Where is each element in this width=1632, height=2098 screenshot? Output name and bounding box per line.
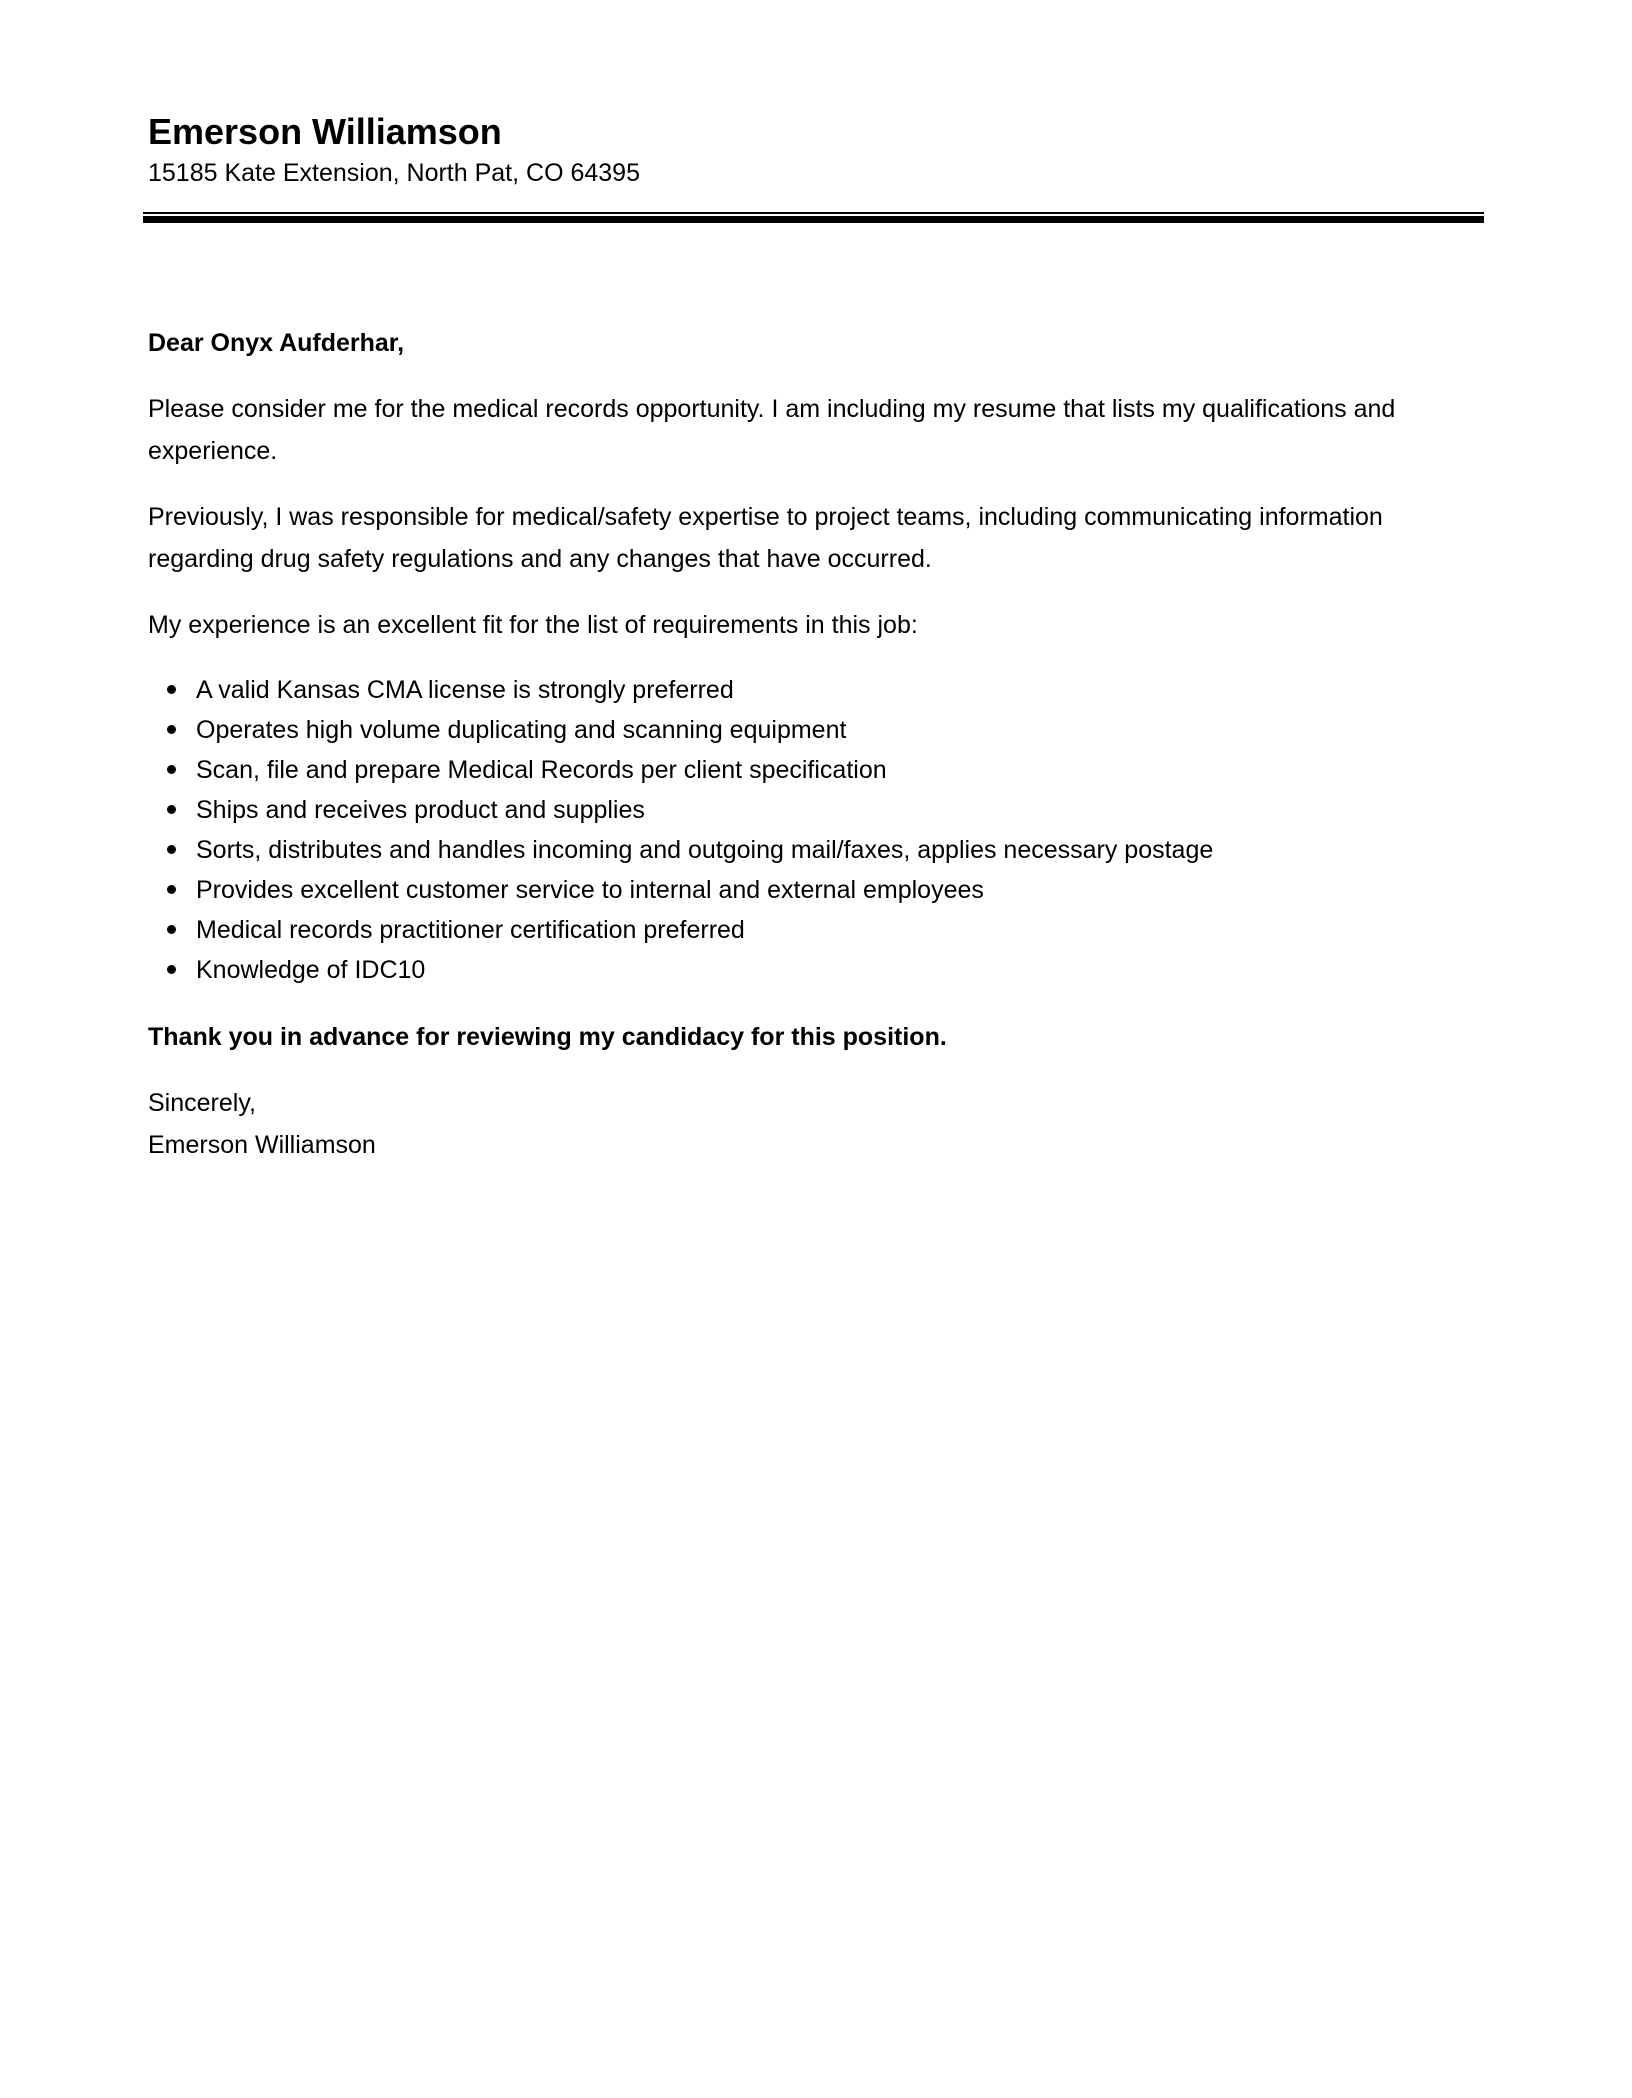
bullet-icon [167, 925, 176, 934]
bullet-icon [167, 965, 176, 974]
list-item [196, 750, 1448, 790]
signature-name: Emerson Williamson [148, 1131, 376, 1159]
valediction: Sincerely, [148, 1089, 256, 1117]
bullet-icon [167, 685, 176, 694]
signature-block [148, 1082, 1448, 1166]
list-item-text: A valid Kansas CMA license is strongly preferred [196, 676, 734, 704]
list-item-text: Knowledge of IDC10 [196, 956, 426, 984]
list-item [196, 870, 1448, 910]
letter-body [148, 322, 1448, 1166]
list-item [196, 670, 1448, 710]
bullet-icon [167, 885, 176, 894]
bullet-icon [167, 725, 176, 734]
list-item-text: Provides excellent customer service to internal and external employees [196, 876, 984, 904]
letterhead [148, 110, 640, 190]
list-item-text: Medical records practitioner certification preferred [196, 916, 745, 944]
list-item-text: Operates high volume duplicating and scanning equipment [196, 716, 847, 744]
salutation: Dear Onyx Aufderhar, [148, 329, 405, 357]
bullet-icon [167, 765, 176, 774]
list-item [196, 950, 1448, 990]
paragraph-experience: Previously, I was responsible for medical/safety expertise to project teams, including communicating information regarding drug safety regulations and any changes that have occurred. [148, 503, 1383, 573]
bullet-icon [167, 805, 176, 814]
requirements-list [148, 670, 1448, 990]
list-item [196, 830, 1448, 870]
list-item-text: Ships and receives product and supplies [196, 796, 645, 824]
closing-statement: Thank you in advance for reviewing my candidacy for this position. [148, 1023, 947, 1051]
paragraph-fit: My experience is an excellent fit for the list of requirements in this job: [148, 611, 918, 639]
list-item [196, 910, 1448, 950]
sender-address: 15185 Kate Extension, North Pat, CO 64395 [148, 159, 640, 187]
list-item [196, 790, 1448, 830]
sender-name: Emerson Williamson [148, 111, 502, 152]
paragraph-intro: Please consider me for the medical records opportunity. I am including my resume that lists my qualifications and experience. [148, 395, 1396, 465]
header-divider-thick [143, 216, 1484, 223]
list-item-text: Sorts, distributes and handles incoming and outgoing mail/faxes, applies necessary postage [196, 836, 1214, 864]
list-item [196, 710, 1448, 750]
header-divider-thin [143, 212, 1484, 214]
bullet-icon [167, 845, 176, 854]
list-item-text: Scan, file and prepare Medical Records per client specification [196, 756, 887, 784]
